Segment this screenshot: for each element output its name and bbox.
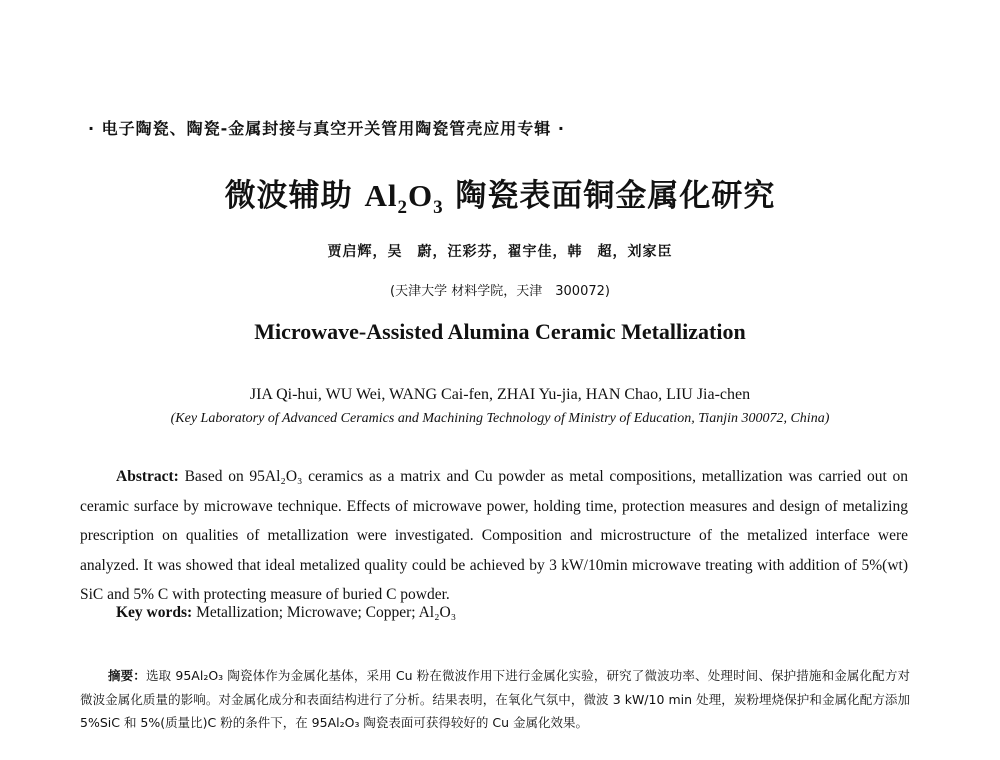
chinese-title-part2: 陶瓷表面铜金属化研究: [443, 178, 776, 214]
chinese-title: [0, 170, 1000, 219]
special-issue-header: · 电子陶瓷、陶瓷-金属封接与真空开关管用陶瓷管壳应用专辑 ·: [88, 119, 565, 138]
chinese-affiliation: (天津大学 材料学院，天津 300072): [390, 284, 610, 299]
english-title: Microwave-Assisted Alumina Ceramic Metallization: [254, 319, 746, 344]
chem-al: Al: [364, 178, 398, 213]
english-authors: JIA Qi-hui, WU Wei, WANG Cai-fen, ZHAI Yu-jia, HAN Chao, LIU Jia-chen: [249, 386, 751, 403]
keywords-text: Metallization; Microwave; Copper; Al₂O₃: [192, 604, 457, 621]
chinese-abstract-label: 摘要：: [108, 668, 146, 683]
abstract-label: Abstract:: [116, 468, 179, 485]
keywords-label: Key words:: [116, 604, 193, 621]
english-abstract: [80, 462, 908, 610]
chem-sub-3: 3: [433, 197, 444, 219]
english-affiliation: (Key Laboratory of Advanced Ceramics and Machining Technology of Ministry of Education, Tianjin 300072, China): [170, 411, 830, 426]
english-keywords: [116, 604, 916, 622]
chinese-abstract: [80, 664, 910, 735]
chinese-authors: 贾启辉，吴 蔚，汪彩芬，翟宇佳，韩 超，刘家臣: [327, 244, 673, 260]
chinese-title-part1: 微波辅助: [224, 178, 365, 214]
abstract-text: Based on 95Al₂O₃ ceramics as a matrix and Cu powder as metal compositions, metallization was carried out on ceramic surface by microwave technique. Effects of microwave power, holding time, protection measures and design of metalizing prescription on qualities of metallization were investigated. Composition and microstructure of the metalized interface were analyzed. It was showed that ideal metalized quality could be achieved by 3 kW/10min microwave treating with addition of 5%(wt) SiC and 5% C with protecting measure of buried C powder.: [80, 468, 908, 603]
chem-o: O: [407, 178, 434, 213]
chem-sub-2: 2: [397, 197, 408, 219]
chinese-abstract-text: 选取 95Al₂O₃ 陶瓷体作为金属化基体，采用 Cu 粉在微波作用下进行金属化实验，研究了微波功率、处理时间、保护措施和金属化配方对微波金属化质量的影响。对金属化成分和表面结构进行了分析。结果表明，在氧化气氛中，微波 3 kW/10 min 处理，炭粉埋烧保护和金属化配方添加 5%SiC 和 5%(质量比)C 粉的条件下，在 95Al₂O₃ 陶瓷表面可获得较好的 Cu 金属化效果。: [80, 668, 910, 730]
